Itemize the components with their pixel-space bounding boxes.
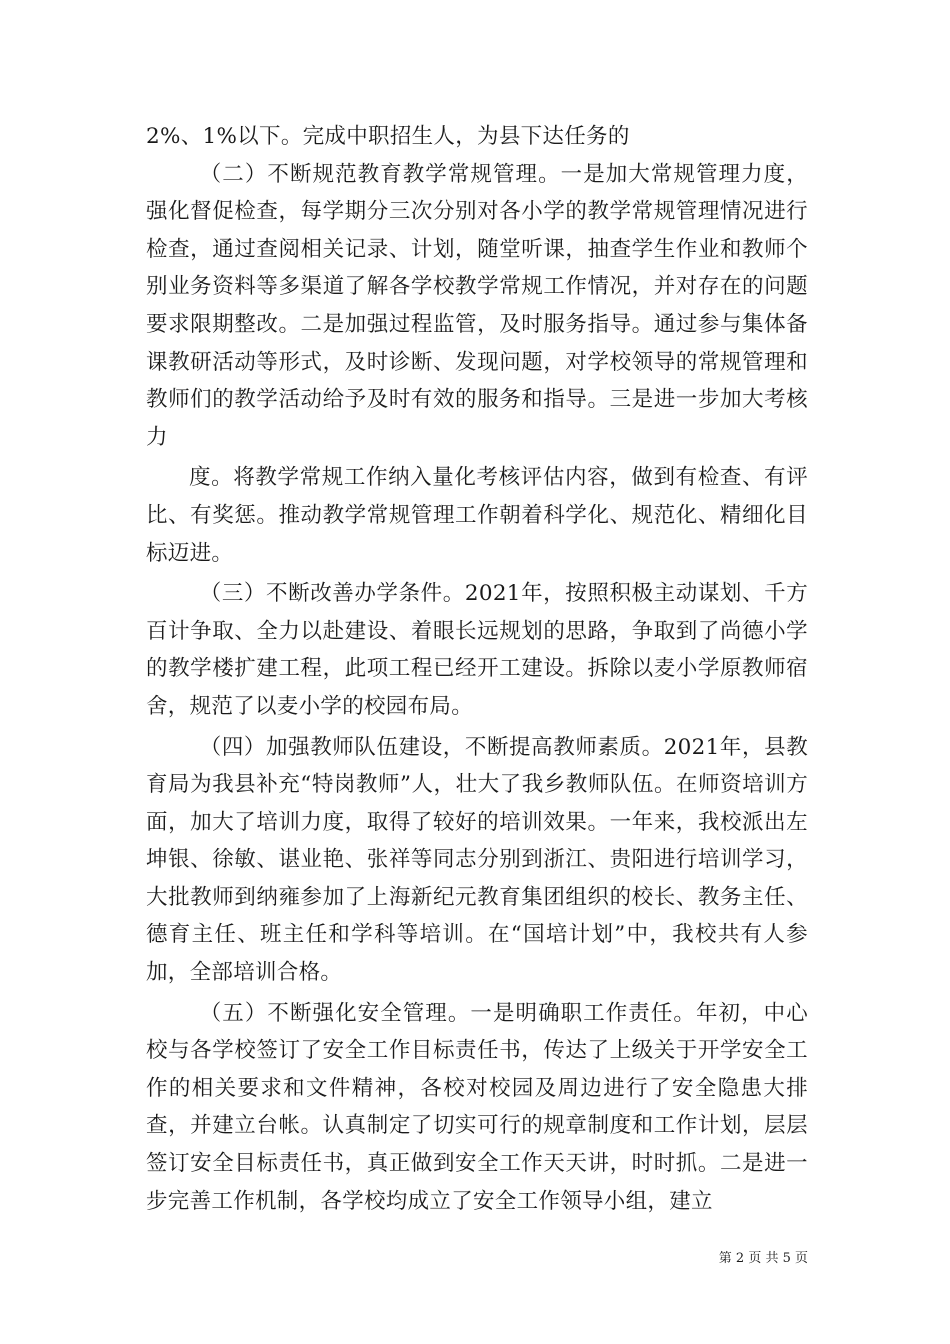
paragraph-continuation: 2%、1%以下。完成中职招生人，为县下达任务的 (146, 124, 630, 149)
paragraph-section-two-continued: 度。将教学常规工作纳入量化考核评估内容，做到有检查、有评比、有奖惩。推动教学常规管理工作朝着科学化、规范化、精细化目标迈进。 (146, 465, 808, 566)
paragraph-section-three: （三）不断改善办学条件。2021年，按照积极主动谋划、千方百计争取、全力以赴建设、着眼长远规划的思路，争取到了尚德小学的教学楼扩建工程，此项工程已经开工建设。拆除以麦小学原教师宿舍，规范了以麦小学的校园布局。 (146, 581, 808, 719)
paragraph-section-five: （五）不断强化安全管理。一是明确职工作责任。年初，中心校与各学校签订了安全工作目标责任书，传达了上级关于开学安全工作的相关要求和文件精神，各校对校园及周边进行了安全隐患大排查，并建立台帐。认真制定了切实可行的规章制度和工作计划，层层签订安全目标责任书，真正做到安全工作天天讲，时时抓。二是进一步完善工作机制，各学校均成立了安全工作领导小组，建立 (146, 1000, 808, 1214)
paragraph-section-two: （二）不断规范教育教学常规管理。一是加大常规管理力度，强化督促检查，每学期分三次分别对各小学的教学常规管理情况进行检查，通过查阅相关记录、计划，随堂听课，抽查学生作业和教师个别业务资料等多渠道了解各学校教学常规工作情况，并对存在的问题要求限期整改。二是加强过程监管，及时服务指导。通过参与集体备课教研活动等形式，及时诊断、发现问题，对学校领导的常规管理和教师们的教学活动给予及时有效的服务和指导。三是进一步加大考核力 (146, 161, 808, 450)
paragraph-section-four: （四）加强教师队伍建设，不断提高教师素质。2021年，县教育局为我县补充“特岗教师”人，壮大了我乡教师队伍。在师资培训方面，加大了培训力度，取得了较好的培训效果。一年来，我校派出左坤银、徐敏、谌业艳、张祥等同志分别到浙江、贵阳进行培训学习，大批教师到纳雍参加了上海新纪元教育集团组织的校长、教务主任、德育主任、班主任和学科等培训。在“国培计划”中，我校共有人参加，全部培训合格。 (146, 734, 808, 986)
document-body (146, 118, 808, 1220)
page-number-footer: 第 2 页 共 5 页 (718, 1251, 808, 1266)
